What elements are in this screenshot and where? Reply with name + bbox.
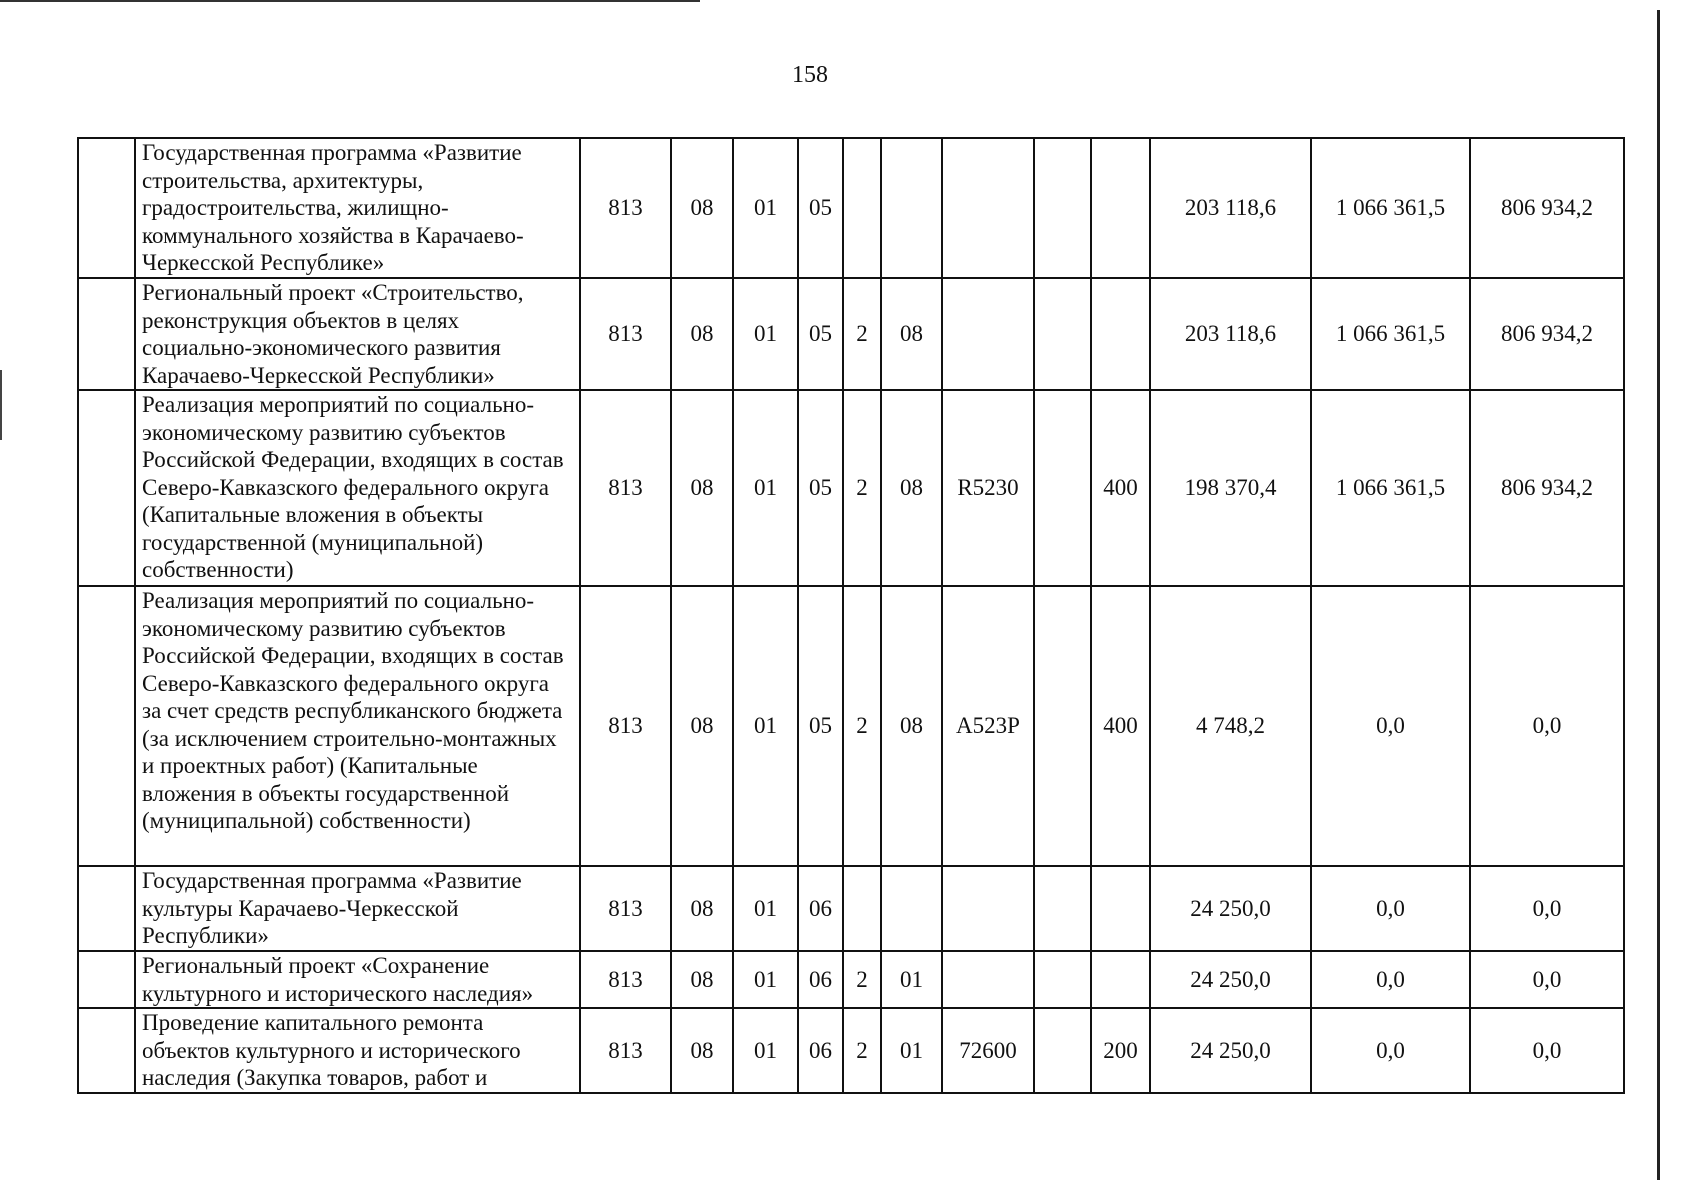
ministry-code-cell: 813 (580, 586, 671, 866)
program-code-cell: 05 (798, 278, 843, 390)
section-code-cell: 08 (671, 866, 733, 951)
extra-code-cell (1034, 390, 1091, 586)
direction-code-cell: R5230 (942, 390, 1034, 586)
amount-year3-cell: 806 934,2 (1470, 278, 1624, 390)
table-row (78, 1008, 1624, 1093)
project-code-cell: 08 (881, 586, 942, 866)
ministry-code-cell: 813 (580, 866, 671, 951)
subprogram-code-cell (843, 866, 881, 951)
table-row (78, 278, 1624, 390)
subprogram-code-cell: 2 (843, 1008, 881, 1093)
ministry-code-cell: 813 (580, 138, 671, 278)
amount-year1-cell: 24 250,0 (1150, 951, 1311, 1008)
ministry-code-cell: 813 (580, 278, 671, 390)
program-code-cell: 05 (798, 138, 843, 278)
direction-code-cell (942, 951, 1034, 1008)
ministry-code-cell: 813 (580, 951, 671, 1008)
name-cell: Реализация мероприятий по социально-экономическому развитию субъектов Российской Федерации, входящих в состав Северо-Кавказского федерального округа (Капитальные вложения в объекты государственной (муниципальной) собственности) (135, 390, 580, 586)
amount-year3-cell: 0,0 (1470, 1008, 1624, 1093)
name-cell: Государственная программа «Развитие культуры Карачаево-Черкесской Республики» (135, 866, 580, 951)
amount-year2-cell: 0,0 (1311, 586, 1470, 866)
extra-code-cell (1034, 866, 1091, 951)
direction-code-cell: 72600 (942, 1008, 1034, 1093)
scan-edge-left-mark (0, 370, 2, 440)
section-code-cell: 08 (671, 586, 733, 866)
row-number-cell (78, 1008, 135, 1093)
scan-edge-top (0, 0, 700, 2)
project-code-cell: 01 (881, 951, 942, 1008)
program-code-cell: 05 (798, 586, 843, 866)
amount-year3-cell: 806 934,2 (1470, 138, 1624, 278)
amount-year2-cell: 0,0 (1311, 866, 1470, 951)
table-row (78, 138, 1624, 278)
amount-year1-cell: 203 118,6 (1150, 278, 1311, 390)
direction-code-cell (942, 138, 1034, 278)
ministry-code-cell: 813 (580, 1008, 671, 1093)
project-code-cell: 08 (881, 278, 942, 390)
program-code-cell: 06 (798, 866, 843, 951)
subsection-code-cell: 01 (733, 586, 798, 866)
project-code-cell: 08 (881, 390, 942, 586)
amount-year3-cell: 806 934,2 (1470, 390, 1624, 586)
row-number-cell (78, 586, 135, 866)
amount-year2-cell: 1 066 361,5 (1311, 138, 1470, 278)
amount-year1-cell: 24 250,0 (1150, 1008, 1311, 1093)
subprogram-code-cell: 2 (843, 278, 881, 390)
subsection-code-cell: 01 (733, 278, 798, 390)
row-number-cell (78, 138, 135, 278)
row-number-cell (78, 866, 135, 951)
amount-year1-cell: 24 250,0 (1150, 866, 1311, 951)
extra-code-cell (1034, 1008, 1091, 1093)
name-cell: Государственная программа «Развитие строительства, архитектуры, градостроительства, жилищно-коммунального хозяйства в Карачаево-Черкесской Республике» (135, 138, 580, 278)
table-row (78, 866, 1624, 951)
program-code-cell: 06 (798, 951, 843, 1008)
name-cell: Проведение капитального ремонта объектов культурного и исторического наследия (Закупка товаров, работ и (135, 1008, 580, 1093)
row-number-cell (78, 278, 135, 390)
subprogram-code-cell: 2 (843, 951, 881, 1008)
expense-type-cell (1091, 138, 1150, 278)
project-code-cell: 01 (881, 1008, 942, 1093)
amount-year3-cell: 0,0 (1470, 866, 1624, 951)
amount-year2-cell: 1 066 361,5 (1311, 390, 1470, 586)
direction-code-cell (942, 278, 1034, 390)
name-cell: Региональный проект «Сохранение культурного и исторического наследия» (135, 951, 580, 1008)
amount-year1-cell: 203 118,6 (1150, 138, 1311, 278)
amount-year3-cell: 0,0 (1470, 586, 1624, 866)
expense-type-cell: 200 (1091, 1008, 1150, 1093)
expense-type-cell: 400 (1091, 390, 1150, 586)
expense-type-cell (1091, 278, 1150, 390)
section-code-cell: 08 (671, 390, 733, 586)
amount-year3-cell: 0,0 (1470, 951, 1624, 1008)
extra-code-cell (1034, 138, 1091, 278)
expense-type-cell (1091, 866, 1150, 951)
subprogram-code-cell (843, 138, 881, 278)
expense-type-cell: 400 (1091, 586, 1150, 866)
expense-type-cell (1091, 951, 1150, 1008)
row-number-cell (78, 951, 135, 1008)
extra-code-cell (1034, 586, 1091, 866)
extra-code-cell (1034, 951, 1091, 1008)
amount-year2-cell: 1 066 361,5 (1311, 278, 1470, 390)
direction-code-cell (942, 866, 1034, 951)
amount-year2-cell: 0,0 (1311, 951, 1470, 1008)
ministry-code-cell: 813 (580, 390, 671, 586)
subsection-code-cell: 01 (733, 138, 798, 278)
section-code-cell: 08 (671, 1008, 733, 1093)
subsection-code-cell: 01 (733, 390, 798, 586)
program-code-cell: 05 (798, 390, 843, 586)
subsection-code-cell: 01 (733, 951, 798, 1008)
amount-year2-cell: 0,0 (1311, 1008, 1470, 1093)
section-code-cell: 08 (671, 278, 733, 390)
section-code-cell: 08 (671, 138, 733, 278)
section-code-cell: 08 (671, 951, 733, 1008)
program-code-cell: 06 (798, 1008, 843, 1093)
direction-code-cell: А523Р (942, 586, 1034, 866)
subsection-code-cell: 01 (733, 866, 798, 951)
row-number-cell (78, 390, 135, 586)
subsection-code-cell: 01 (733, 1008, 798, 1093)
table-row (78, 390, 1624, 586)
amount-year1-cell: 4 748,2 (1150, 586, 1311, 866)
project-code-cell (881, 138, 942, 278)
scan-edge-right (1657, 10, 1660, 1180)
page-number: 158 (792, 62, 828, 88)
extra-code-cell (1034, 278, 1091, 390)
subprogram-code-cell: 2 (843, 586, 881, 866)
table-row (78, 586, 1624, 866)
name-cell: Региональный проект «Строительство, реконструкция объектов в целях социально-экономического развития Карачаево-Черкесской Республики» (135, 278, 580, 390)
subprogram-code-cell: 2 (843, 390, 881, 586)
project-code-cell (881, 866, 942, 951)
name-cell: Реализация мероприятий по социально-экономическому развитию субъектов Российской Федерации, входящих в состав Северо-Кавказского федерального округа за счет средств республиканского бюджета (за исключением строительно-монтажных и проектных работ) (Капитальные вложения в объекты государственной (муниципальной) собственности) (135, 586, 580, 866)
table-row (78, 951, 1624, 1008)
budget-table (77, 137, 1625, 1094)
amount-year1-cell: 198 370,4 (1150, 390, 1311, 586)
